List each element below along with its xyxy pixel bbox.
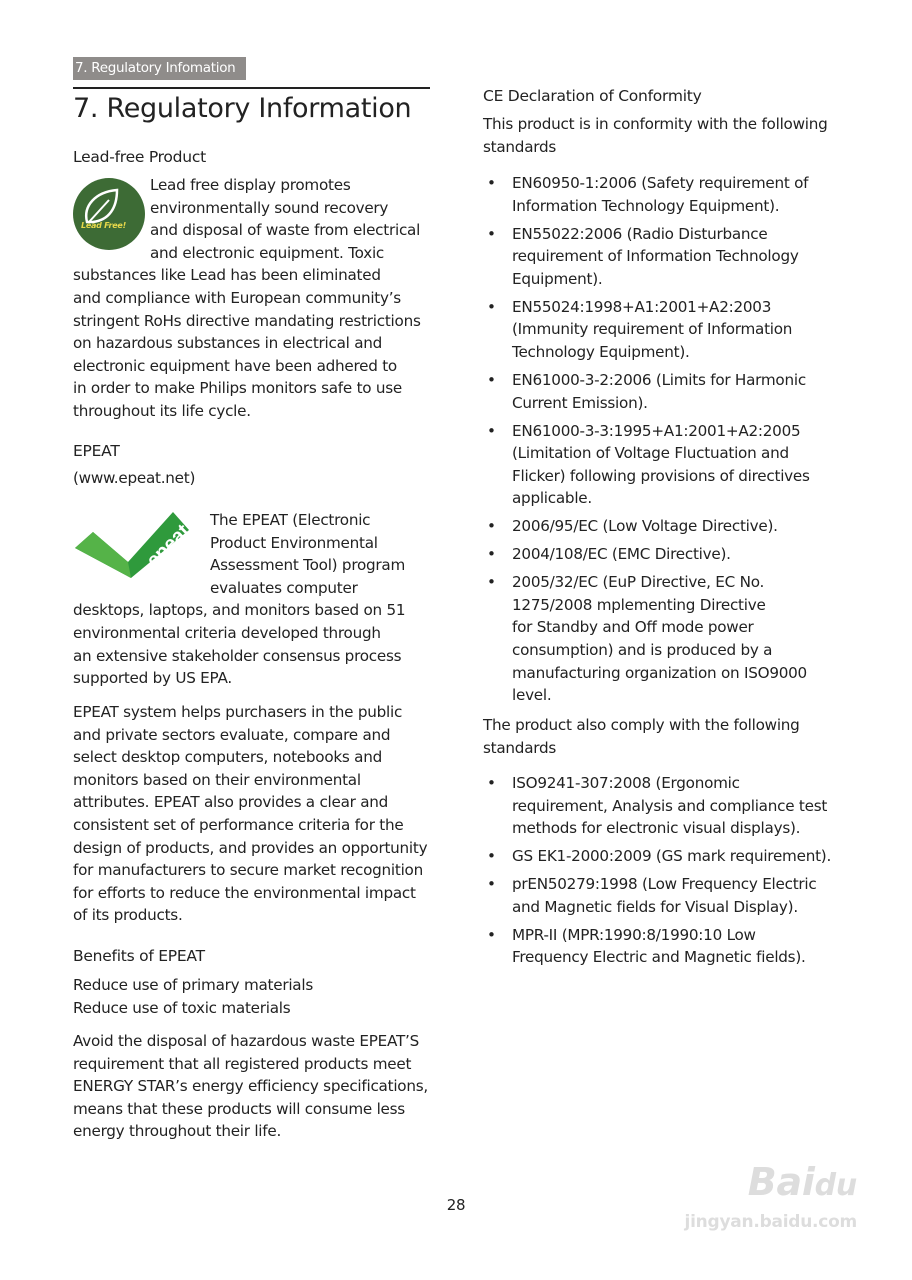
epeat-heading: EPEAT	[73, 442, 120, 460]
text-line: standards	[483, 137, 557, 156]
text-line: EPEAT system helps purchasers in the public	[73, 703, 403, 721]
list-item-line: and Magnetic fields for Visual Display).	[512, 897, 798, 916]
running-header: 7. Regulatory Infomation	[73, 57, 246, 80]
text-line: an extensive stakeholder consensus process	[73, 646, 402, 665]
text-line: throughout its life cycle.	[73, 401, 251, 420]
list-item-line: consumption) and is produced by a	[512, 641, 773, 660]
list-item-line: 1275/2008 mplementing Directive	[512, 595, 766, 614]
list-item	[483, 296, 853, 364]
text-line: desktops, laptops, and monitors based on 51	[73, 601, 406, 620]
bullet-icon: •	[487, 847, 496, 866]
bullet-icon: •	[487, 545, 496, 564]
text-line: This product is in conformity with the following	[483, 115, 828, 133]
list-item-line: prEN50279:1998 (Low Frequency Electric	[512, 875, 817, 894]
list-item-line: EN60950-1:2006 (Safety requirement of	[512, 174, 809, 192]
list-item	[483, 845, 853, 868]
list-item-line: level.	[512, 686, 552, 705]
epeat-logo-text: epeat	[142, 520, 193, 572]
text-line: Lead free display promotes	[150, 176, 351, 194]
also-comply-intro	[483, 714, 853, 759]
list-item-line: 2006/95/EC (Low Voltage Directive).	[512, 517, 778, 536]
text-line: stringent RoHs directive mandating restrictions	[73, 311, 421, 330]
also-standards-list	[483, 772, 853, 974]
text-line: ENERGY STAR’s energy efficiency specifications,	[73, 1077, 428, 1096]
text-line: substances like Lead has been eliminated	[73, 266, 381, 285]
text-line: Reduce use of toxic materials	[73, 998, 291, 1017]
bullet-icon: •	[487, 875, 496, 894]
text-line: in order to make Philips monitors safe to use	[73, 379, 403, 398]
bullet-icon: •	[487, 517, 496, 536]
list-item-line: Technology Equipment).	[512, 342, 690, 361]
list-item-line: (Limitation of Voltage Fluctuation and	[512, 444, 789, 463]
list-item-line: EN55022:2006 (Radio Disturbance	[512, 224, 768, 243]
benefits-list	[73, 974, 443, 1019]
list-item	[483, 420, 853, 510]
list-item	[483, 873, 853, 918]
text-line: Reduce use of primary materials	[73, 976, 313, 994]
list-item-line: EN61000-3-3:1995+A1:2001+A2:2005	[512, 421, 801, 440]
list-item	[483, 223, 853, 291]
epeat-system-paragraph	[73, 701, 443, 927]
bullet-icon: •	[487, 224, 496, 243]
list-item-line: Information Technology Equipment).	[512, 196, 780, 215]
lead-free-paragraph	[73, 174, 443, 423]
text-line: electronic equipment have been adhered to	[73, 356, 397, 375]
text-line: and private sectors evaluate, compare and	[73, 725, 391, 744]
list-item	[483, 571, 853, 707]
text-line: evaluates computer	[210, 578, 358, 597]
text-line: consistent set of performance criteria for the	[73, 815, 404, 834]
text-line: standards	[483, 738, 557, 757]
text-line: select desktop computers, notebooks and	[73, 748, 382, 767]
benefits-heading: Benefits of EPEAT	[73, 947, 205, 965]
lead-free-logo-text: Lead Free!	[81, 221, 126, 230]
list-item	[483, 772, 853, 840]
baidu-watermark-url: jingyan.baidu.com	[684, 1212, 857, 1232]
text-line: Product Environmental	[210, 533, 378, 552]
text-line: environmental criteria developed through	[73, 623, 381, 642]
list-item-line: applicable.	[512, 489, 592, 508]
bullet-icon: •	[487, 370, 496, 389]
list-item-line: Frequency Electric and Magnetic fields).	[512, 948, 806, 967]
list-item-line: for Standby and Off mode power	[512, 618, 754, 637]
bullet-icon: •	[487, 174, 496, 192]
epeat-paragraph	[73, 509, 443, 690]
ce-intro	[483, 113, 853, 158]
list-item-line: Current Emission).	[512, 393, 648, 412]
text-line: for manufacturers to secure market recognition	[73, 861, 423, 880]
list-item-line: Flicker) following provisions of directives	[512, 466, 810, 485]
page-title: 7. Regulatory Information	[73, 93, 412, 124]
baidu-watermark: Baidu	[747, 1160, 857, 1204]
list-item	[483, 543, 853, 566]
lead-free-heading: Lead-free Product	[73, 148, 206, 166]
text-line: means that these products will consume less	[73, 1099, 405, 1118]
text-line: for efforts to reduce the environmental impact	[73, 883, 416, 902]
text-line: monitors based on their environmental	[73, 770, 361, 789]
epeat-url: (www.epeat.net)	[73, 469, 196, 487]
text-line: and electronic equipment. Toxic	[150, 243, 385, 262]
list-item-line: MPR-II (MPR:1990:8/1990:10 Low	[512, 925, 756, 944]
text-line: of its products.	[73, 906, 183, 925]
list-item-line: requirement of Information Technology	[512, 247, 799, 266]
list-item	[483, 924, 853, 969]
list-item-line: GS EK1-2000:2009 (GS mark requirement).	[512, 847, 832, 866]
list-item	[483, 369, 853, 414]
bullet-icon: •	[487, 774, 496, 792]
ce-standards-list	[483, 172, 853, 712]
text-line: on hazardous substances in electrical and	[73, 334, 383, 353]
list-item-line: 2005/32/EC (EuP Directive, EC No.	[512, 573, 765, 592]
list-item	[483, 515, 853, 538]
list-item-line: EN55024:1998+A1:2001+A2:2003	[512, 297, 772, 316]
page-number: 28	[446, 1196, 466, 1214]
text-line: Assessment Tool) program	[210, 556, 406, 575]
bullet-icon: •	[487, 297, 496, 316]
text-line: Avoid the disposal of hazardous waste EPEAT’S	[73, 1032, 419, 1050]
text-line: requirement that all registered products meet	[73, 1054, 412, 1073]
list-item	[483, 172, 853, 217]
list-item-line: methods for electronic visual displays).	[512, 819, 801, 838]
avoid-disposal-paragraph	[73, 1030, 443, 1143]
list-item-line: EN61000-3-2:2006 (Limits for Harmonic	[512, 370, 806, 389]
text-line: design of products, and provides an opportunity	[73, 838, 428, 857]
ce-heading: CE Declaration of Conformity	[483, 87, 702, 105]
text-line: and compliance with European community’s	[73, 288, 401, 307]
bullet-icon: •	[487, 573, 496, 592]
list-item-line: ISO9241-307:2008 (Ergonomic	[512, 774, 740, 792]
text-line: supported by US EPA.	[73, 669, 232, 688]
text-line: and disposal of waste from electrical	[150, 221, 421, 240]
list-item-line: (Immunity requirement of Information	[512, 320, 793, 339]
text-line: energy throughout their life.	[73, 1122, 282, 1141]
text-line: The product also comply with the following	[483, 716, 800, 734]
text-line: environmentally sound recovery	[150, 198, 389, 217]
list-item-line: Equipment).	[512, 269, 603, 288]
list-item-line: requirement, Analysis and compliance test	[512, 796, 828, 815]
bullet-icon: •	[487, 421, 496, 440]
list-item-line: 2004/108/EC (EMC Directive).	[512, 545, 731, 564]
text-line: attributes. EPEAT also provides a clear and	[73, 793, 389, 812]
text-line: The EPEAT (Electronic	[210, 511, 371, 529]
list-item-line: manufacturing organization on ISO9000	[512, 663, 807, 682]
header-rule	[73, 87, 430, 89]
bullet-icon: •	[487, 925, 496, 944]
